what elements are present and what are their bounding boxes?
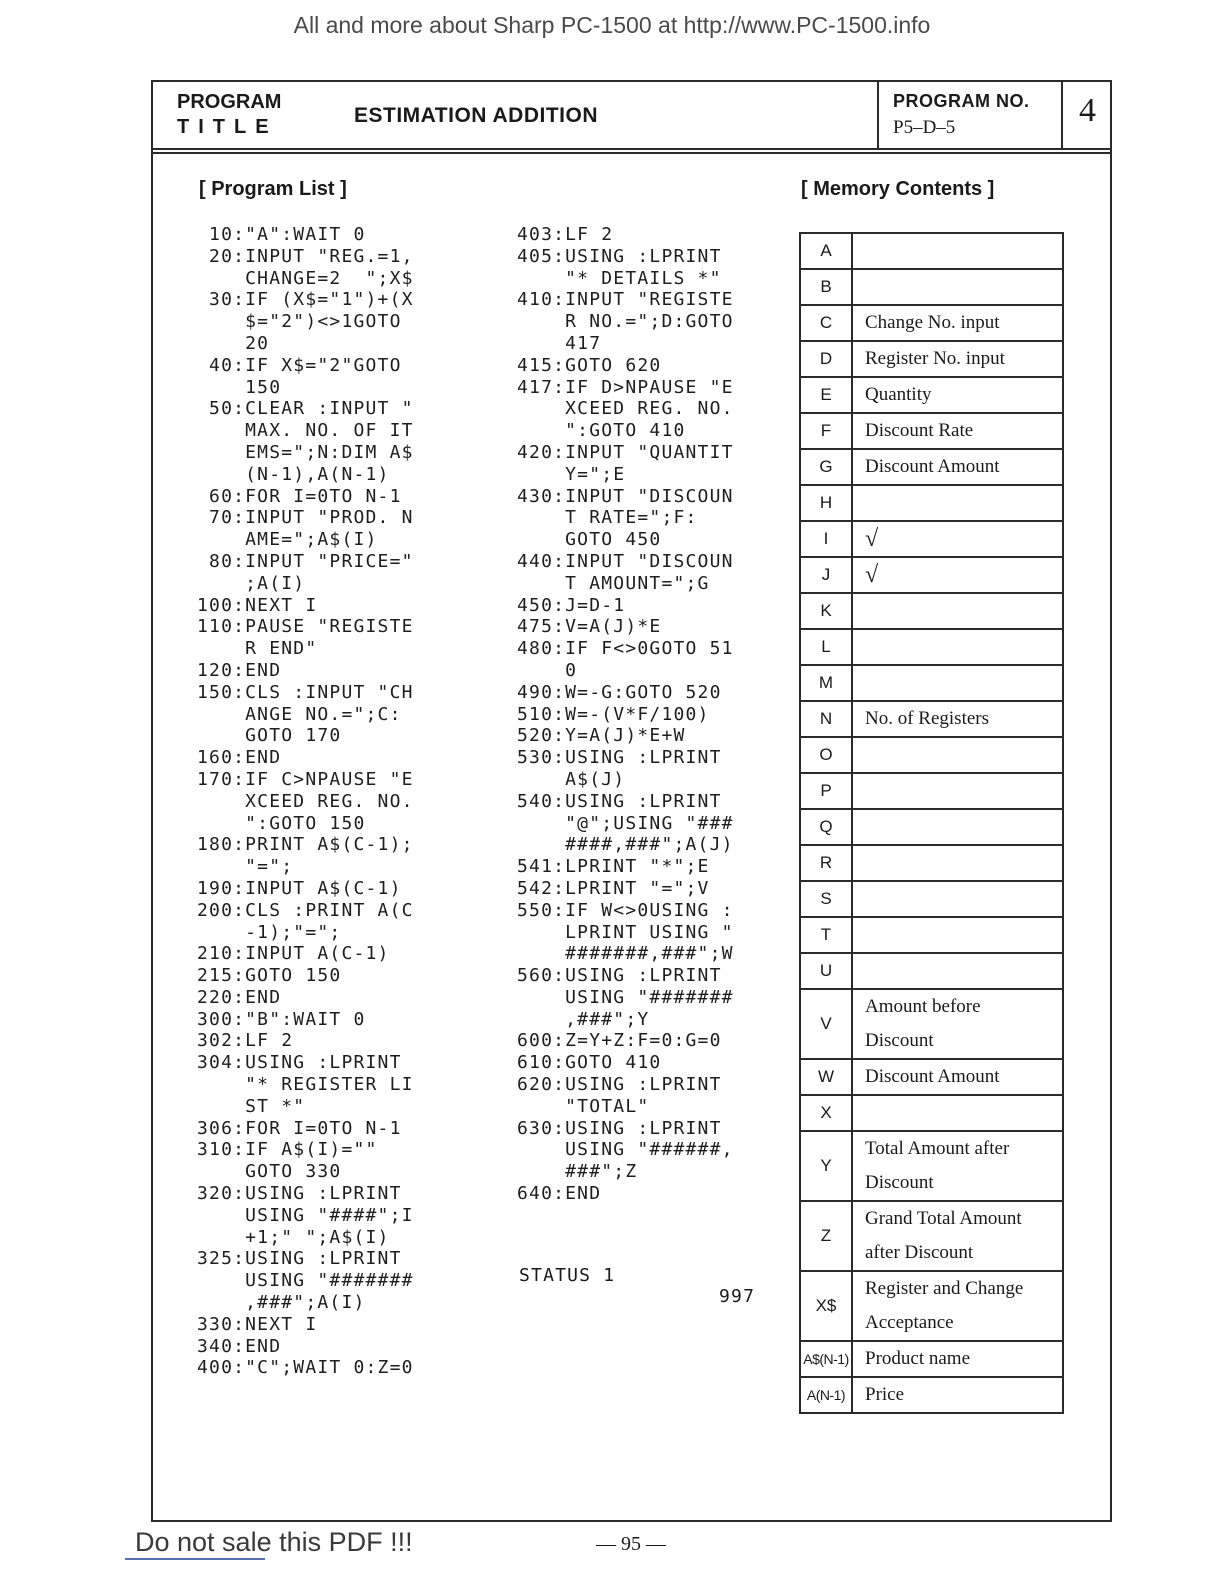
code-line: -1);"="; <box>197 921 342 943</box>
memory-variable: L <box>800 629 852 665</box>
memory-variable: P <box>800 773 852 809</box>
memory-description-text: Discount Amount <box>865 456 1000 477</box>
code-line: 100:NEXT I <box>197 594 318 616</box>
memory-row <box>800 1271 1063 1341</box>
code-line: MAX. NO. OF IT <box>197 420 414 442</box>
code-line: 80:INPUT "PRICE=" <box>197 550 414 572</box>
memory-row <box>800 737 1063 773</box>
memory-description <box>852 305 1063 341</box>
code-line: 20:INPUT "REG.=1, <box>197 245 414 267</box>
code-line: 542:LPRINT "=";V <box>517 877 710 899</box>
memory-row <box>800 449 1063 485</box>
code-line: 340:END <box>197 1335 282 1357</box>
code-line: 325:USING :LPRINT <box>197 1248 402 1270</box>
memory-description <box>852 953 1063 989</box>
memory-variable: X$ <box>800 1271 852 1341</box>
memory-variable: V <box>800 989 852 1059</box>
code-line: 0 <box>517 659 578 681</box>
memory-description-text <box>865 270 1062 304</box>
code-line: USING "####";I <box>197 1204 414 1226</box>
code-line: 70:INPUT "PROD. N <box>197 507 414 529</box>
memory-row <box>800 1131 1063 1201</box>
code-line: 480:IF F<>0GOTO 51 <box>517 638 734 660</box>
memory-variable: J <box>800 557 852 593</box>
program-list-column-1 <box>197 224 414 1379</box>
code-line: 400:"C";WAIT 0:Z=0 <box>197 1357 414 1379</box>
code-line: 510:W=-(V*F/100) <box>517 703 710 725</box>
code-line: 417:IF D>NPAUSE "E <box>517 376 734 398</box>
program-title-label <box>177 90 281 140</box>
code-line: #######,###";W <box>517 943 734 965</box>
code-line: ANGE NO.=";C: <box>197 703 402 725</box>
code-line: 490:W=-G:GOTO 520 <box>517 681 722 703</box>
code-line: 302:LF 2 <box>197 1030 294 1052</box>
memory-contents-table <box>799 232 1064 1414</box>
program-number-label: PROGRAM NO. <box>893 91 1030 111</box>
code-line: 306:FOR I=0TO N-1 <box>197 1117 402 1139</box>
memory-variable: X <box>800 1095 852 1131</box>
memory-description-text <box>865 846 1062 880</box>
code-line: XCEED REG. NO. <box>197 790 414 812</box>
memory-variable: C <box>800 305 852 341</box>
code-line: "* DETAILS *" <box>517 267 722 289</box>
code-line: ;A(I) <box>197 572 306 594</box>
memory-description-text: Acceptance <box>865 1312 954 1333</box>
footer-underline <box>125 1558 265 1560</box>
code-line: 403:LF 2 <box>517 224 614 245</box>
code-line: 630:USING :LPRINT <box>517 1117 722 1139</box>
memory-row <box>800 377 1063 413</box>
code-line: 220:END <box>197 986 282 1008</box>
code-line: Y=";E <box>517 463 626 485</box>
memory-variable: A(N-1) <box>800 1377 852 1413</box>
memory-row <box>800 953 1063 989</box>
memory-description <box>852 1095 1063 1131</box>
memory-description-text: Register No. input <box>865 348 1005 369</box>
code-line: AME=";A$(I) <box>197 529 378 551</box>
memory-variable: U <box>800 953 852 989</box>
footer-page-number: — 95 — <box>596 1533 666 1555</box>
code-line: 417 <box>517 332 602 354</box>
memory-row <box>800 341 1063 377</box>
memory-description <box>852 1131 1063 1201</box>
code-line: 330:NEXT I <box>197 1313 318 1335</box>
byte-count: 997 <box>719 1286 756 1307</box>
code-line: ,###";Y <box>517 1008 650 1030</box>
program-list-column-2 <box>517 224 734 1205</box>
code-line: 440:INPUT "DISCOUN <box>517 550 734 572</box>
code-line: 40:IF X$="2"GOTO <box>197 354 402 376</box>
memory-row <box>800 809 1063 845</box>
code-line: 475:V=A(J)*E <box>517 616 662 638</box>
memory-row <box>800 557 1063 593</box>
memory-description-text: Grand Total Amount <box>865 1208 1022 1229</box>
memory-description <box>852 845 1063 881</box>
memory-description <box>852 989 1063 1059</box>
code-line: ":GOTO 150 <box>197 812 366 834</box>
memory-variable: G <box>800 449 852 485</box>
code-line: 530:USING :LPRINT <box>517 747 722 769</box>
memory-description <box>852 593 1063 629</box>
memory-description-text <box>865 630 1062 664</box>
memory-row <box>800 305 1063 341</box>
code-line: 550:IF W<>0USING : <box>517 899 734 921</box>
memory-description <box>852 1271 1063 1341</box>
memory-description-text <box>865 486 1062 520</box>
code-line: LPRINT USING " <box>517 921 734 943</box>
code-line: 210:INPUT A(C-1) <box>197 943 390 965</box>
code-line: "* REGISTER LI <box>197 1074 414 1096</box>
code-line: 50:CLEAR :INPUT " <box>197 398 414 420</box>
code-line: 150 <box>197 376 282 398</box>
memory-variable: N <box>800 701 852 737</box>
memory-variable: A <box>800 233 852 269</box>
memory-description-text: √ <box>865 562 879 588</box>
sheet-page-number: 4 <box>1079 92 1096 129</box>
memory-row <box>800 1377 1063 1413</box>
memory-variable: K <box>800 593 852 629</box>
memory-contents-heading: [ Memory Contents ] <box>801 178 995 200</box>
code-line: 430:INPUT "DISCOUN <box>517 485 734 507</box>
program-list-heading: [ Program List ] <box>199 178 347 200</box>
memory-description <box>852 881 1063 917</box>
code-line: +1;" ";A$(I) <box>197 1226 390 1248</box>
code-line: USING "######, <box>517 1139 734 1161</box>
code-line: 200:CLS :PRINT A(C <box>197 899 414 921</box>
code-line: R END" <box>197 638 318 660</box>
memory-description-text <box>865 666 1062 700</box>
memory-variable: W <box>800 1059 852 1095</box>
memory-variable: R <box>800 845 852 881</box>
memory-row <box>800 773 1063 809</box>
code-line: 120:END <box>197 659 282 681</box>
code-line: 160:END <box>197 747 282 769</box>
code-line: 170:IF C>NPAUSE "E <box>197 768 414 790</box>
memory-description <box>852 701 1063 737</box>
memory-description-text <box>865 1096 1062 1130</box>
memory-variable: H <box>800 485 852 521</box>
code-line: 20 <box>197 332 270 354</box>
memory-row <box>800 1201 1063 1271</box>
code-line: GOTO 330 <box>197 1161 342 1183</box>
code-line: 640:END <box>517 1183 602 1205</box>
memory-description-text: Change No. input <box>865 312 1000 333</box>
code-line: 420:INPUT "QUANTIT <box>517 441 734 463</box>
code-line: EMS=";N:DIM A$ <box>197 441 414 463</box>
memory-description-text: Total Amount after <box>865 1138 1010 1159</box>
footer-note: Do not sale this PDF !!! <box>135 1527 413 1557</box>
memory-row <box>800 701 1063 737</box>
memory-variable: Z <box>800 1201 852 1271</box>
code-line: ST *" <box>197 1095 306 1117</box>
code-line: 520:Y=A(J)*E+W <box>517 725 686 747</box>
code-line: 304:USING :LPRINT <box>197 1052 402 1074</box>
code-line: ###";Z <box>517 1161 638 1183</box>
memory-variable: Y <box>800 1131 852 1201</box>
code-line: 450:J=D-1 <box>517 594 626 616</box>
memory-description <box>852 1341 1063 1377</box>
memory-description-text: No. of Registers <box>865 708 990 729</box>
memory-variable: I <box>800 521 852 557</box>
code-line: 60:FOR I=0TO N-1 <box>197 485 402 507</box>
memory-description <box>852 269 1063 305</box>
code-line: T AMOUNT=";G <box>517 572 710 594</box>
memory-description-text: Quantity <box>865 384 932 405</box>
code-line: "@";USING "### <box>517 812 734 834</box>
code-line: 310:IF A$(I)="" <box>197 1139 378 1161</box>
memory-description-text: Discount Rate <box>865 420 974 441</box>
memory-variable: A$(N-1) <box>800 1341 852 1377</box>
memory-row <box>800 1341 1063 1377</box>
code-line: GOTO 170 <box>197 725 342 747</box>
memory-description <box>852 233 1063 269</box>
code-line: 540:USING :LPRINT <box>517 790 722 812</box>
memory-description <box>852 773 1063 809</box>
memory-row <box>800 233 1063 269</box>
memory-description-text: Discount Amount <box>865 1066 1000 1087</box>
memory-description <box>852 485 1063 521</box>
memory-description <box>852 629 1063 665</box>
memory-description-text: Product name <box>865 1348 971 1369</box>
memory-variable: S <box>800 881 852 917</box>
memory-description-text: after Discount <box>865 1242 974 1263</box>
code-line: 560:USING :LPRINT <box>517 965 722 987</box>
memory-description-text <box>865 810 1062 844</box>
memory-description-text <box>865 882 1062 916</box>
memory-description-text: Discount <box>865 1172 934 1193</box>
code-line: $="2")<>1GOTO <box>197 311 402 333</box>
memory-description-text: Discount <box>865 1030 934 1051</box>
memory-description <box>852 521 1063 557</box>
memory-description-text <box>865 774 1062 808</box>
header-divider <box>153 152 1110 154</box>
memory-variable: F <box>800 413 852 449</box>
code-line: "TOTAL" <box>517 1095 650 1117</box>
program-title: ESTIMATION ADDITION <box>354 104 598 127</box>
code-line: 410:INPUT "REGISTE <box>517 289 734 311</box>
site-banner: All and more about Sharp PC-1500 at http://www.PC-1500.info <box>293 12 931 38</box>
code-line: 150:CLS :INPUT "CH <box>197 681 414 703</box>
code-line: 190:INPUT A$(C-1) <box>197 877 402 899</box>
code-line: R NO.=";D:GOTO <box>517 311 734 333</box>
memory-description-text: √ <box>865 526 879 552</box>
memory-description-text: Amount before <box>865 996 981 1017</box>
memory-variable: T <box>800 917 852 953</box>
memory-description <box>852 1201 1063 1271</box>
memory-description-text: Price <box>865 1384 905 1405</box>
code-line: "="; <box>197 856 294 878</box>
memory-description-text <box>865 738 1062 772</box>
code-line: 180:PRINT A$(C-1); <box>197 834 414 856</box>
memory-description <box>852 413 1063 449</box>
sheet-header <box>153 82 1110 150</box>
memory-row <box>800 845 1063 881</box>
code-line: 110:PAUSE "REGISTE <box>197 616 414 638</box>
memory-row <box>800 917 1063 953</box>
code-line: USING "####### <box>197 1270 414 1292</box>
memory-row <box>800 593 1063 629</box>
memory-row <box>800 413 1063 449</box>
code-line: A$(J) <box>517 768 626 790</box>
code-line: ,###";A(I) <box>197 1292 366 1314</box>
code-line: 600:Z=Y+Z:F=0:G=0 <box>517 1030 722 1052</box>
code-line: (N-1),A(N-1) <box>197 463 390 485</box>
memory-description-text <box>865 594 1062 628</box>
code-line: USING "####### <box>517 986 734 1008</box>
code-line: 320:USING :LPRINT <box>197 1183 402 1205</box>
code-line: CHANGE=2 ";X$ <box>197 267 414 289</box>
program-number: P5–D–5 <box>893 117 956 138</box>
memory-description <box>852 737 1063 773</box>
memory-description <box>852 449 1063 485</box>
memory-variable: Q <box>800 809 852 845</box>
memory-variable: B <box>800 269 852 305</box>
code-line: 610:GOTO 410 <box>517 1052 662 1074</box>
memory-variable: D <box>800 341 852 377</box>
code-line: 541:LPRINT "*";E <box>517 856 710 878</box>
memory-variable: O <box>800 737 852 773</box>
code-line: 30:IF (X$="1")+(X <box>197 289 414 311</box>
memory-row <box>800 629 1063 665</box>
memory-description <box>852 917 1063 953</box>
memory-description-text <box>865 954 1062 988</box>
program-sheet <box>151 80 1112 1522</box>
memory-variable: M <box>800 665 852 701</box>
code-line: 415:GOTO 620 <box>517 354 662 376</box>
memory-variable: E <box>800 377 852 413</box>
memory-description-text <box>865 918 1062 952</box>
status-line: STATUS 1 <box>519 1265 616 1286</box>
memory-description-text <box>865 234 1062 268</box>
code-line: 620:USING :LPRINT <box>517 1074 722 1096</box>
memory-row <box>800 665 1063 701</box>
program-label-line2: TITLE <box>177 116 278 138</box>
memory-row <box>800 881 1063 917</box>
code-line: ":GOTO 410 <box>517 420 686 442</box>
program-label-line1: PROGRAM <box>177 91 282 113</box>
memory-row <box>800 1059 1063 1095</box>
code-line: GOTO 450 <box>517 529 662 551</box>
memory-description <box>852 341 1063 377</box>
code-line: 10:"A":WAIT 0 <box>197 224 366 245</box>
memory-description <box>852 1059 1063 1095</box>
memory-description <box>852 1377 1063 1413</box>
code-line: 405:USING :LPRINT <box>517 245 722 267</box>
memory-description <box>852 665 1063 701</box>
code-line: XCEED REG. NO. <box>517 398 734 420</box>
code-line: 300:"B":WAIT 0 <box>197 1008 366 1030</box>
code-line: 215:GOTO 150 <box>197 965 342 987</box>
memory-description <box>852 557 1063 593</box>
memory-row <box>800 269 1063 305</box>
memory-row <box>800 1095 1063 1131</box>
memory-description <box>852 377 1063 413</box>
memory-row <box>800 485 1063 521</box>
memory-row <box>800 989 1063 1059</box>
memory-description <box>852 809 1063 845</box>
code-line: T RATE=";F: <box>517 507 698 529</box>
code-line: ####,###";A(J) <box>517 834 734 856</box>
program-number-box <box>877 82 1063 148</box>
memory-description-text: Register and Change <box>865 1278 1024 1299</box>
memory-row <box>800 521 1063 557</box>
